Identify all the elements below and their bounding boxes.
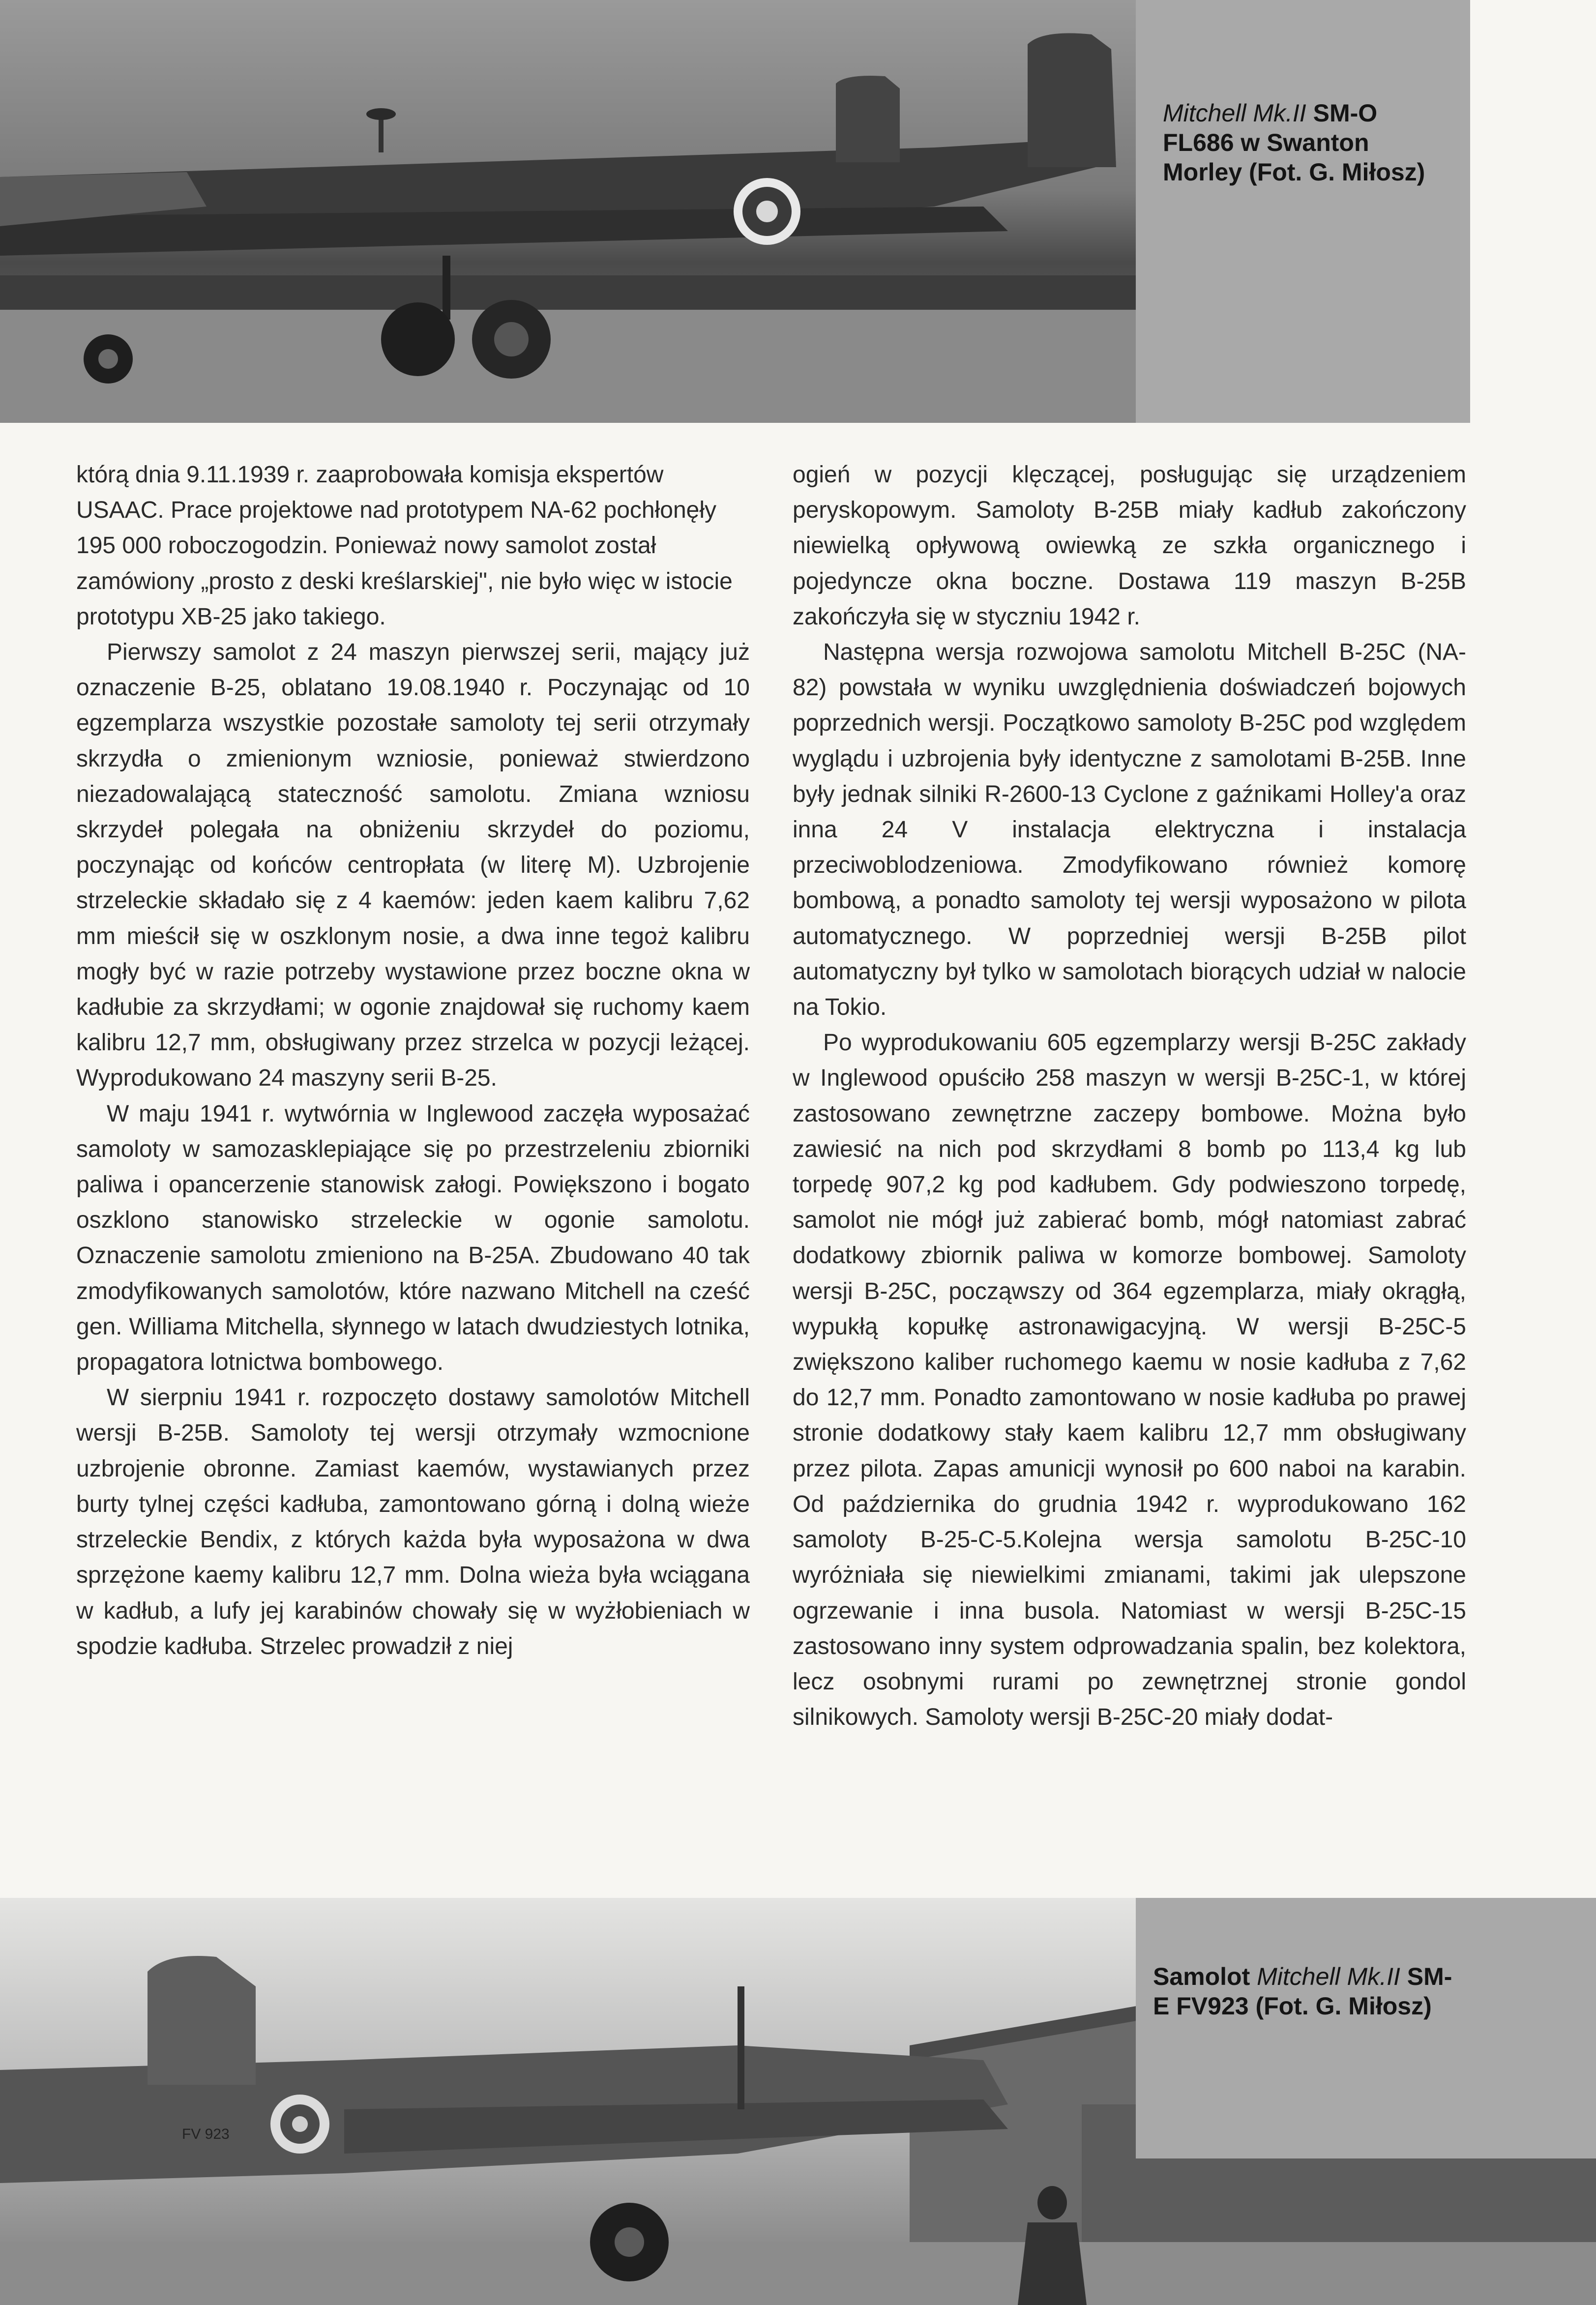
paragraph: którą dnia 9.11.1939 r. zaaprobowała komisja ekspertów USAAC. Prace projektowe nad prototypem NA-62 pochłonęły 195 000 roboczogodzin. Ponieważ nowy samolot został zamówiony „prosto z deski kreślarskiej", nie było więc w istocie prototypu XB-25 jako takiego. — [76, 462, 733, 630]
caption-model: Mitchell Mk.II — [1257, 1963, 1400, 1990]
caption-code: SM-O — [1313, 99, 1378, 127]
bottom-caption-box — [1136, 1898, 1596, 2158]
plane-photo-top — [0, 0, 1136, 423]
paragraph: Następna wersja rozwojowa samolotu Mitchell B-25C (NA-82) powstała w wyniku uwzględnienia doświadczeń bojowych poprzednich wersji. Początkowo samoloty B-25C pod względem wyglądu i uzbrojenia były identyczne z samolotami B-25B. Inne były jednak silniki R-2600-13 Cyclone z gaźnikami Holley'a oraz inna 24 V instalacja elektryczna i instalacja przeciwoblodzeniowa. Zmodyfikowano również komorę bombową, a ponadto samoloty tej wersji wyposażono w pilota automatycznego. W poprzedniej wersji B-25B pilot automatyczny był tylko w samolotach biorących udział w nalocie na Tokio. — [793, 639, 1466, 1021]
text-column-right — [793, 457, 1466, 1735]
text-column-left — [76, 457, 750, 1664]
caption-model: Mitchell Mk.II — [1163, 99, 1306, 127]
paragraph: Po wyprodukowaniu 605 egzemplarzy wersji B-25C zakłady w Inglewood opuściło 258 maszyn w wersji B-25C-1, w której zastosowano zewnętrzne zaczepy bombowe. Można było zawiesić na nich pod skrzydłami 8 bomb po 113,4 kg lub torpedę 907,2 kg pod kadłubem. Gdy podwieszono torpedę, samolot nie mógł już zabierać bomb, mógł natomiast zabrać dodatkowy zbiornik paliwa w komorze bombowej. Samoloty wersji B-25C, począwszy od 364 egzemplarza, miały okrągłą, wypukłą kopułkę astronawigacyjną. W wersji B-25C-5 zwiększono kaliber ruchomego kaemu w nosie kadłuba z 7,62 do 12,7 mm. Ponadto zamontowano w nosie kadłuba po prawej stronie dodatkowy stały kaem kalibru 12,7 mm obsługiwany przez pilota. Zapas amunicji wynosił po 600 naboi na karabin. Od października do grudnia 1942 r. wyprodukowano 162 samoloty B-25-C-5.Kolejna wersja samolotu B-25C-10 wyróżniała się niewielkimi zmianami, takimi jak ulepszone ogrzewanie i inna busola. Natomiast w wersji B-25C-15 zastosowano inny system odprowadzania spalin, bez kolektora, lecz osobnymi rurami po zewnętrznej stronie gondol silnikowych. Samoloty wersji B-25C-20 miały dodat- — [793, 1030, 1466, 1731]
bottom-photo-caption — [1153, 1962, 1458, 2021]
top-caption-box — [1136, 0, 1470, 423]
paragraph: ogień w pozycji klęczącej, posługując się urządzeniem peryskopowym. Samoloty B-25B miały kadłub zakończony niewielką opływową owiewką ze szkła organicznego i pojedyncze okna boczne. Dostawa 119 maszyn B-25B zakończyła się w styczniu 1942 r. — [793, 462, 1466, 630]
serial-marking: FV 923 — [182, 2126, 230, 2142]
paragraph: W sierpniu 1941 r. rozpoczęto dostawy samolotów Mitchell wersji B-25B. Samoloty tej wersji otrzymały wzmocnione uzbrojenie obronne. Zamiast kaemów, wystawianych przez burty tylnej części kadłuba, zamontowano górną i dolną wieże strzeleckie Bendix, z których każda była wyposażona w dwa sprzężone kaemy kalibru 12,7 mm. Dolna wieża była wciągana w kadłub, a lufy jej karabinów chowały się w wyżłobieniach w spodzie kadłuba. Strzelec prowadził z niej — [76, 1385, 750, 1659]
top-photo-caption — [1163, 98, 1453, 187]
paragraph: Pierwszy samolot z 24 maszyn pierwszej serii, mający już oznaczenie B-25, oblatano 19.08.1940 r. Poczynając od 10 egzemplarza wszystkie pozostałe samoloty tej serii otrzymały skrzydła o zmienionym wzniosie, ponieważ stwierdzono niezadowalającą stateczność samolotu. Zmiana wzniosu skrzydeł polegała na obniżeniu skrzydeł do poziomu, poczynając od końców centropłata (w literę M). Uzbrojenie strzeleckie składało się z 4 kaemów: jeden kaem kalibru 7,62 mm mieścił się w oszklonym nosie, a dwa inne tegoż kalibru mogły być w razie potrzeby wystawione przez boczne okna w kadłubie za skrzydłami; w ogonie znajdował się ruchomy kaem kalibru 12,7 mm, obsługiwany przez strzelca w pozycji leżącej. Wyprodukowano 24 maszyny serii B-25. — [76, 639, 750, 1092]
top-photo — [0, 0, 1136, 423]
caption-rest: FL686 w Swanton Morley (Fot. G. Miłosz) — [1163, 129, 1425, 186]
paragraph: W maju 1941 r. wytwórnia w Inglewood zaczęła wyposażać samoloty w samozasklepiające się po przestrzeleniu zbiorniki paliwa i opancerzenie stanowisk załogi. Powiększono i bogato oszklono stanowisko strzeleckie w ogonie samolotu. Oznaczenie samolotu zmieniono na B-25A. Zbudowano 40 tak zmodyfikowanych samolotów, które nazwano Mitchell na cześć gen. Williama Mitchella, słynnego w latach dwudziestych lotnika, propagatora lotnictwa bombowego. — [76, 1100, 750, 1376]
caption-rest: SM-E FV923 (Fot. G. Miłosz) — [1153, 1963, 1452, 2020]
caption-prefix: Samolot — [1153, 1963, 1250, 1990]
